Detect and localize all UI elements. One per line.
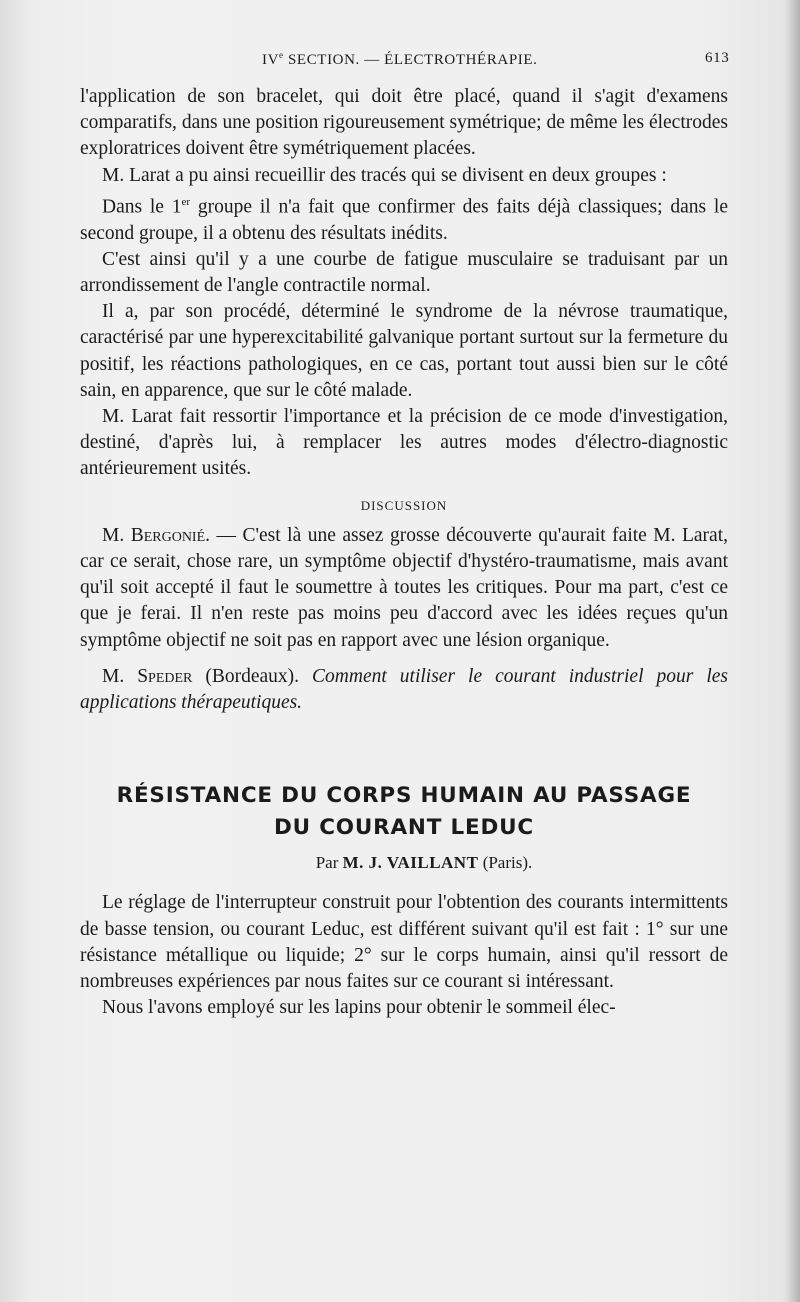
communication-title: Comment utiliser le courant industriel pour les applications thérapeutiques. bbox=[80, 665, 728, 713]
paragraph: M. Larat fait ressortir l'importance et la précision de ce mode d'investigation, destiné, d'après lui, à remplacer les autres modes d'électro-diagnostic antérieurement usités. bbox=[80, 405, 728, 480]
page-body bbox=[80, 84, 728, 1021]
discussion-heading: DISCUSSION bbox=[360, 497, 448, 513]
paragraph: Nous l'avons employé sur les lapins pour obtenir le sommeil élec- bbox=[102, 997, 616, 1019]
page-binding-shadow bbox=[786, 0, 800, 1302]
author-location: (Paris). bbox=[478, 853, 533, 873]
article-byline bbox=[80, 850, 728, 876]
paragraph: C'est ainsi qu'il y a une courbe de fatigue musculaire se traduisant par un arrondissement de l'angle contractile normal. bbox=[80, 248, 728, 296]
section-roman-sup: e bbox=[279, 50, 284, 60]
speaker-location: (Bordeaux). bbox=[192, 665, 313, 687]
article-heading-line: DU COURANT LEDUC bbox=[274, 815, 534, 841]
byline-prefix: Par bbox=[315, 853, 343, 873]
paragraph: l'application de son bracelet, qui doit être placé, quand il s'agit d'examens comparatifs, dans une position rigoureusement symétrique; de même les électrodes exploratrices doivent être symétriquement placées. bbox=[80, 86, 728, 160]
paragraph: M. Larat a pu ainsi recueillir des tracés qui se divisent en deux groupes : bbox=[102, 164, 667, 186]
paragraph-text: Dans le 1 bbox=[102, 196, 182, 218]
page-number: 613 bbox=[705, 50, 730, 66]
article-heading bbox=[80, 780, 728, 844]
speaker-name: M. Speder bbox=[102, 665, 193, 687]
running-header bbox=[0, 50, 800, 74]
section-roman-numeral: IV bbox=[262, 52, 280, 68]
discussion-paragraph bbox=[80, 523, 728, 654]
paragraph: Il a, par son procédé, déterminé le syndrome de la névrose traumatique, caractérisé par une hyperexcitabilité galvanique portant surtout sur la fermeture du positif, les réactions pathologiques, en ce cas, portant tout aussi bien sur le côté sain, en apparence, que sur le côté malade. bbox=[80, 301, 728, 401]
paragraph bbox=[80, 189, 728, 247]
article-heading-line: RÉSISTANCE DU CORPS HUMAIN AU PASSAGE bbox=[116, 783, 692, 809]
author-name: M. J. VAILLANT bbox=[342, 853, 479, 873]
ordinal-superscript: er bbox=[181, 195, 191, 208]
speaker-name: M. Bergonié. bbox=[102, 524, 211, 546]
discussion-text: — C'est là une assez grosse découverte qu'aurait faite M. Larat, car ce serait, chose rare, un symptôme objectif d'hystéro-traumatisme, mais avant qu'il soit accepté il faut le soumettre à toutes les critiques. Pour ma part, c'est ce que je ferai. Il n'en reste pas moins peu d'accord avec les idées reçues qu'un symptôme objectif ne soit pas en rapport avec une lésion organique. bbox=[80, 524, 729, 651]
communication-entry bbox=[80, 664, 728, 716]
section-title bbox=[262, 50, 538, 69]
paragraph: Le réglage de l'interrupteur construit pour l'obtention des courants intermittents de basse tension, ou courant Leduc, est différent suivant qu'il est fait : 1° sur une résistance métallique ou liquide; 2° sur le corps humain, ainsi qu'il ressort de nombreuses expériences par nous faites sur ce courant si intéressant. bbox=[80, 892, 728, 992]
section-title-text: SECTION. — ÉLECTROTHÉRAPIE. bbox=[283, 52, 538, 68]
paragraph-text: groupe il n'a fait que confirmer des faits déjà classiques; dans le second groupe, il a obtenu des résultats inédits. bbox=[80, 196, 728, 244]
